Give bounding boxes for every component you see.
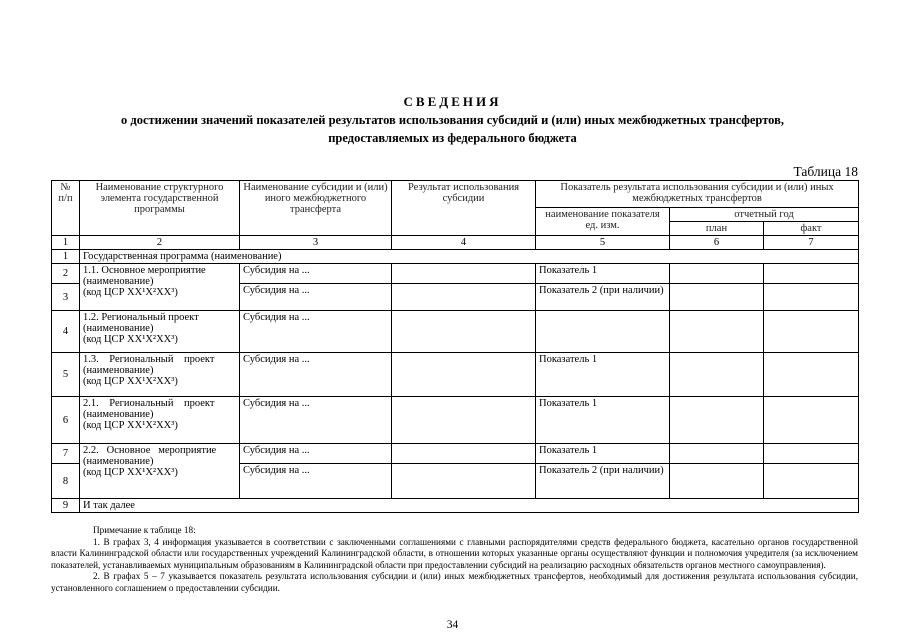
header-result: Результат использования субсидии [392,181,536,236]
indicator-name: Показатель 2 (при наличии) [536,284,670,311]
row-number: 2 [52,264,80,284]
row-number: 5 [52,353,80,397]
result-cell [392,264,536,284]
document-subtitle-line1: о достижении значений показателей результатов использования субсидий и (или) иных межбюджетных трансфертов, [121,113,784,127]
subsidy-name: Субсидия на ... [240,464,392,499]
header-plan: план [670,222,764,236]
result-cell [392,353,536,397]
row-number: 6 [52,397,80,444]
element-name: 1.2. Региональный проект (наименование) (код ЦСР XX¹X²XX³) [80,311,240,353]
header-num: № п/п [52,181,80,236]
table-row [52,499,859,513]
subsidy-name: Субсидия на ... [240,444,392,464]
col-number: 5 [536,236,670,250]
element-name: 2.2. Основное мероприятие (наименование) (код ЦСР XX¹X²XX³) [80,444,240,499]
indicator-name [536,311,670,353]
subsidy-name: Субсидия на ... [240,311,392,353]
table-row [52,250,859,264]
col-number: 3 [240,236,392,250]
row-number: 8 [52,464,80,499]
element-name: 2.1. Региональный проект (наименование) (код ЦСР XX¹X²XX³) [80,397,240,444]
row-number: 3 [52,284,80,311]
subsidy-name: Субсидия на ... [240,397,392,444]
plan-cell [670,444,764,464]
result-cell [392,444,536,464]
table-row [52,353,859,397]
indicator-name: Показатель 1 [536,444,670,464]
indicator-name: Показатель 1 [536,397,670,444]
subsidy-name: Субсидия на ... [240,284,392,311]
plan-cell [670,464,764,499]
header-reporting-year: отчетный год [670,208,859,222]
subsidy-name: Субсидия на ... [240,264,392,284]
fact-cell [764,353,859,397]
element-name: 1.3. Региональный проект (наименование) (код ЦСР XX¹X²XX³) [80,353,240,397]
table-notes [51,525,858,594]
row-number: 7 [52,444,80,464]
note-1: 1. В графах 3, 4 информация указывается в соответствии с заключенными соглашениями с главными распорядителями средств федерального бюджета, касательно органов государственной власти Калининградской области или государственных учреждений Калининградской области, в отношении которых указанные органы осуществляют функции и полномочия учредителя (за исключением показателей, устанавливаемых муниципальным образованиям в Калининградской области при предоставлении субсидий на реализацию расходных обязательств органов местного самоуправления). [51,536,858,570]
indicator-name: Показатель 1 [536,353,670,397]
fact-cell [764,311,859,353]
table-row [52,444,859,464]
table-row [52,264,859,284]
fact-cell [764,397,859,444]
header-indicator: Показатель результата использования субсидии и (или) иных межбюджетных трансфертов [536,181,859,208]
row-number: 9 [52,499,80,513]
col-number: 1 [52,236,80,250]
table-row [52,311,859,353]
program-name: Государственная программа (наименование) [80,250,859,264]
header-fact: факт [764,222,859,236]
notes-heading: Примечание к таблице 18: [93,525,196,535]
header-element: Наименование структурного элемента государственной программы [80,181,240,236]
and-so-on: И так далее [80,499,859,513]
subsidy-name: Субсидия на ... [240,353,392,397]
document-title: СВЕДЕНИЯ [403,94,502,109]
row-number: 1 [52,250,80,264]
plan-cell [670,311,764,353]
col-number: 7 [764,236,859,250]
fact-cell [764,284,859,311]
fact-cell [764,444,859,464]
note-2: 2. В графах 5 – 7 указывается показатель результата использования субсидии и (или) иных межбюджетных трансфертов, необходимый для достижения результата использования субсидии, установленного соглашением о предоставлении субсидии. [51,571,858,593]
col-number: 6 [670,236,764,250]
result-cell [392,284,536,311]
table-row [52,397,859,444]
row-number: 4 [52,311,80,353]
indicators-table [51,180,859,513]
col-number: 2 [80,236,240,250]
indicator-name: Показатель 1 [536,264,670,284]
fact-cell [764,464,859,499]
header-subsidy: Наименование субсидии и (или) иного межбюджетного трансферта [240,181,392,236]
indicator-name: Показатель 2 (при наличии) [536,464,670,499]
header-indicator-name: наименование показателя ед. изм. [536,208,670,236]
result-cell [392,397,536,444]
page-number: 34 [446,619,459,631]
fact-cell [764,264,859,284]
element-name: 1.1. Основное мероприятие (наименование) (код ЦСР XX¹X²XX³) [80,264,240,311]
plan-cell [670,284,764,311]
plan-cell [670,397,764,444]
result-cell [392,311,536,353]
plan-cell [670,264,764,284]
col-number: 4 [392,236,536,250]
table-label: Таблица 18 [793,164,858,179]
result-cell [392,464,536,499]
document-subtitle-line2: предоставляемых из федерального бюджета [328,131,577,145]
plan-cell [670,353,764,397]
